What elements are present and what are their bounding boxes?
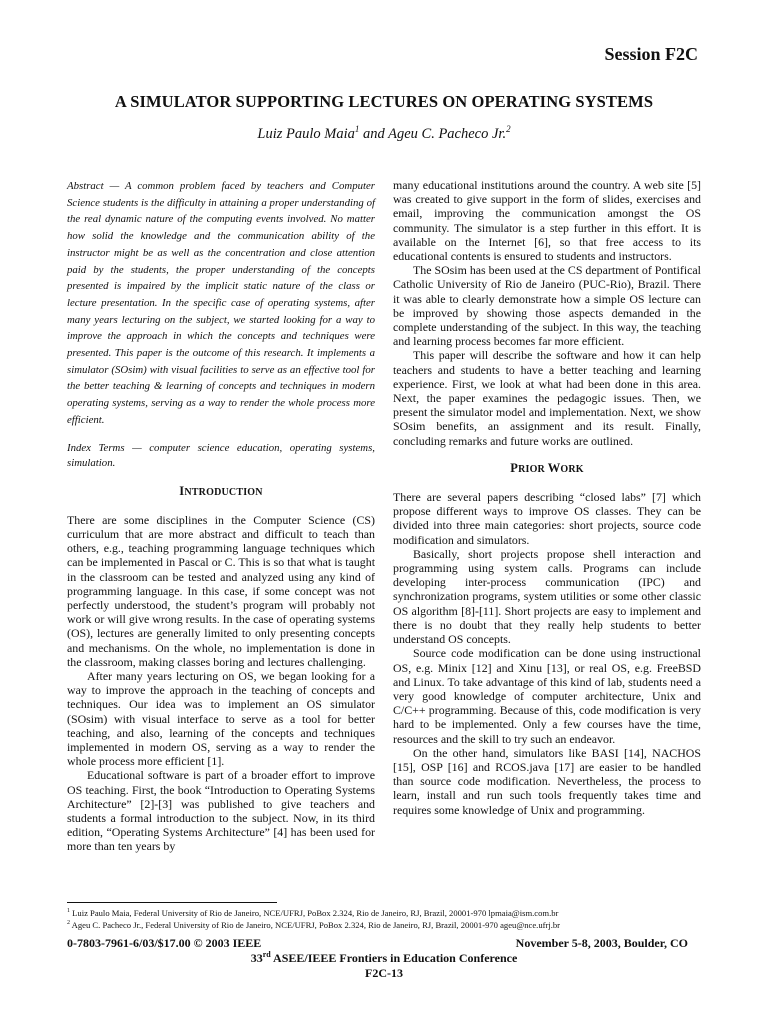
section-heading-introduction: INTRODUCTION [179, 483, 263, 498]
author-2-footnote-mark: 2 [506, 124, 511, 134]
page-number: F2C-13 [365, 966, 403, 980]
index-terms: Index Terms — computer science education, operating systems, simulation. [67, 441, 375, 469]
author-2: and Ageu C. Pacheco Jr. [359, 125, 507, 142]
copyright-line: 0-7803-7961-6/03/$17.00 © 2003 IEEE [67, 936, 262, 950]
prior-paragraph-2: Basically, short projects propose shell interaction and programming using system calls. Programs can include developing inter-process communication (IPC) and synchronization programs, system utilities or some other classic OS algorithm [8]-[11]. Short projects are easy to implement and there is no doubt that they really help students to better understand OS concepts. [393, 546, 701, 647]
right-column [393, 178, 701, 817]
intro-paragraph-3: Educational software is part of a broader effort to improve OS teaching. First, the book “Introduction to Operating Systems Architecture” [2]-[3] was published to give teachers and students a formal introduction to the subject. Now, in its third edition, “Operating Systems Architecture” [4] has been used for more than ten years by [67, 768, 375, 854]
intro-paragraph-2: After many years lecturing on OS, we began looking for a way to improve the approach in the teaching of concepts and techniques. Our idea was to implement an OS simulator (SOsim) with visual interface to serve as a tool for better teaching, and also, learning of the concepts and techniques implemented in modern OS, serving as a way to render the whole process more efficient [1]. [67, 668, 375, 769]
footnote-1: $^1$ Luiz Paulo Maia, Federal University of Rio de Janeiro, NCE/UFRJ, PoBox 2.324, Rio de Janeiro, RJ, Brazil, 20001-970 lpmaia@ism.com.br [67, 907, 559, 918]
intro-paragraph-4: many educational institutions around the country. A web site [5] was created to give support in the form of slides, exercises and email, improving the communication amongst the OS community. The simulator is a step further in this effort. It is available on the Internet [6], so that free access to its educational contents is ensured to students and instructors. [393, 178, 701, 264]
authors-line [0, 124, 768, 143]
intro-paragraph-5: The SOsim has been used at the CS department of Pontifical Catholic University of Rio de Janeiro (PUC-Rio), Brazil. There it was able to clearly demonstrate how a simple OS lecture can be improved by showing those aspects demanded in the complete understanding of the subject. In this way, the teaching and learning process becomes far more efficient. [393, 263, 701, 349]
left-column [67, 178, 375, 854]
footnote-divider [67, 902, 277, 903]
section-heading-prior-work: PRIOR WORK [510, 460, 584, 475]
footnote-2: $^2$ Ageu C. Pacheco Jr., Federal University of Rio de Janeiro, NCE/UFRJ, PoBox 2.324, Rio de Janeiro, RJ, Brazil, 20001-970 ageu@nce.ufrj.br [67, 919, 561, 930]
prior-paragraph-4: On the other hand, simulators like BASI [14], NACHOS [15], OSP [16] and RCOS.java [17] are easier to be handled than source code modification. Nevertheless, the process to learn, install and run such tools frequently takes time and requires some knowledge of Unix and programming. [393, 745, 701, 817]
paper-title: A SIMULATOR SUPPORTING LECTURES ON OPERATING SYSTEMS [114, 92, 654, 111]
conference-name: 33rd ASEE/IEEE Frontiers in Education Conference [250, 950, 518, 965]
intro-paragraph-1: There are some disciplines in the Computer Science (CS) curriculum that are more abstract and difficult to teach than others, e.g., teaching programming language techniques which can be implemented in Pascal or C. This is so that what is taught in the classroom can be tested and analyzed using any kind of programming language. In this case, if some concept was not perfectly understood, the student’s program will probably not work or will give wrong results. In the case of operating systems (OS), lectures are generally limited to only presenting concepts and mechanisms. On the whole, no implementation is done in the classroom, making classes boring and lectures challenging. [67, 512, 375, 669]
abstract: Abstract — A common problem faced by teachers and Computer Science students is the difficulty in attaining a proper understanding of the real dynamic nature of the computing events involved. No matter how solid the knowledge and the communication ability of the instructor might be as well as the concentration and close attention paid by the students, the proper understanding of the concepts presented is impaired by the implicit static nature of the class or lecture presentation. In the specific case of operating systems, after many years lecturing on the subject, we started looking for a way to improve the approach in which the concepts and techniques were presented. This paper is the outcome of this research. It implements a simulator (SOsim) with visual facilities to serve as an effective tool for the better teaching & learning of concepts and techniques in modern operating systems, serving as a way to render the whole process more efficient. [67, 180, 375, 426]
session-label: Session F2C [604, 44, 698, 64]
prior-paragraph-3: Source code modification can be done using instructional OS, e.g. Minix [12] and Xinu [13], or real OS, e.g. FreeBSD and Linux. To take advantage of this kind of lab, students need a very good knowledge of computer architecture, Unix and C/C++ programming. Because of this, code modification is very hard to be implemented. Only a few courses have the time, resources and the skill to try such an endeavor. [393, 646, 701, 746]
author-1: Luiz Paulo Maia [257, 125, 355, 142]
author-1-footnote-mark: 1 [354, 124, 360, 134]
intro-paragraph-6: This paper will describe the software and how it can help teachers and students to have a better teaching and learning experience. First, we look at what had been done in this area. Next, the paper examines the pedagogic issues. Then, we present the simulator model and implementation. Next, we show SOsim benefits, an assignment and its result. Finally, concluding remarks and future works are outlined. [393, 348, 701, 448]
conference-date: November 5-8, 2003, Boulder, CO [515, 936, 688, 950]
prior-paragraph-1: There are several papers describing “closed labs” [7] which propose different ways to improve OS classes. They can be divided into three main categories: short projects, source code modification and simulators. [393, 490, 701, 547]
